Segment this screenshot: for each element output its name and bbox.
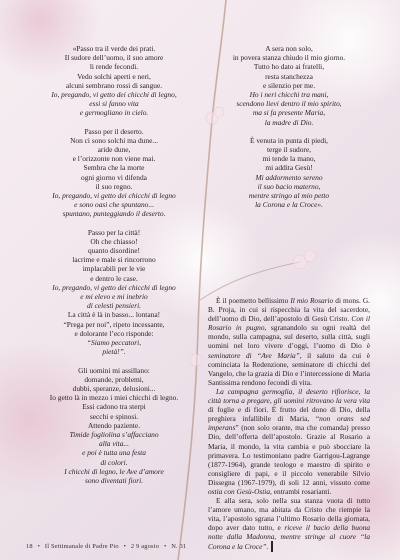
article-paragraph <box>208 496 370 551</box>
poem-line: e silenzio per me. <box>262 80 316 90</box>
poem-line: e poi è tutta una festa <box>82 448 146 458</box>
poem-line: Io, pregando, vi getto dei chicchi di legno <box>52 191 176 201</box>
emphasis-text: La campagna germoglia, il deserto rifiorisce, la città torna a pregare, gli uomini ritrovano la vera vita <box>208 386 370 406</box>
poem-stanza <box>212 136 366 210</box>
poem-line: Sembra che la morte <box>83 163 145 173</box>
poem-line: mi tende la mano, <box>262 154 316 164</box>
poem-line: “Siamo peccatori, <box>86 338 142 348</box>
body-text: È il poemetto bellissimo <box>216 296 291 305</box>
poem-line: Essi cadono tra sterpi <box>82 402 146 412</box>
article-paragraph <box>208 387 370 496</box>
poem-line: Mi addormento sereno <box>255 172 323 182</box>
poem-line: alcuni sembrano rossi di sangue. <box>65 80 163 90</box>
page-footer <box>26 543 186 550</box>
footer-separator: • <box>37 543 41 550</box>
footer-separator: • <box>123 543 127 550</box>
poem-line: Io, pregando, vi getto dei chicchi di legno <box>52 282 176 292</box>
issue-number: N. 31 <box>171 543 187 550</box>
poem-line: e dolorante l’eco risponde: <box>74 328 154 338</box>
issue-date: 2 9 agosto <box>130 543 160 550</box>
poem-line: essi si fanno vita <box>89 99 139 109</box>
poem-line: Oh che chiasso! <box>90 236 138 246</box>
poem-line: di colori. <box>100 457 128 467</box>
emphasis-text: non orans sed imperans <box>208 414 370 433</box>
poem-line: e mi elevo e mi inebrio <box>80 292 148 302</box>
poem-stanza <box>38 127 190 219</box>
poem-line: lacrime e male si rincorrono <box>72 255 156 265</box>
poem-line: Vedo solchi aperti e neri, <box>77 71 151 81</box>
poem-line: e dentro le case. <box>90 273 138 283</box>
poem-line: spuntano, punteggiando il deserto. <box>62 209 166 219</box>
poem-line: e l’orizzonte non viene mai. <box>72 154 156 164</box>
poem-line: aride dune, <box>97 145 131 155</box>
poem-line: resta stanchezza <box>265 71 313 81</box>
body-text: . <box>266 541 269 551</box>
poem-line: implacabili per le vie <box>82 264 146 274</box>
poem-line: I chicchi di legno, le Ave d’amore <box>64 466 164 476</box>
poem-line: domande, problemi, <box>84 374 144 384</box>
poem-line: dubbi, speranze, delusioni... <box>72 383 156 393</box>
poem-stanza <box>38 44 190 118</box>
emphasis-text: riceve il bacio della buona notte dalla Madonna, mentre stringe al cuore “la Corona e la Croce” <box>208 523 370 551</box>
poem-line: Il sudore dell’uomo, il suo amore <box>64 53 164 63</box>
poem-line: li rende fecondi. <box>89 62 139 72</box>
poem-line: di celesti pensieri. <box>87 301 141 311</box>
body-text: di mons. G. B. Proja, in cui si rispecchia la vita del sacerdote, dell’uomo di Dio, dell’apostolo di Gesù Cristo. <box>208 296 370 324</box>
poem-line: la madre di Dio. <box>264 117 314 127</box>
poem-line: «Passo tra il verde dei prati. <box>72 44 156 53</box>
body-text: di foglie e di fiori. È frutto del dono di Dio, della preghiera infallibile di Maria, “ <box>208 405 370 424</box>
poem-line: e germogliano in cielo. <box>79 108 149 118</box>
poem-line: scendono lievi dentro il mio spirito, <box>236 99 342 109</box>
emphasis-text: seminatore di “Ave Maria” <box>208 350 300 360</box>
body-text: , il saluto da cui è cominciata la Redenzione, seminatore di chicchi del Vangelo, che la grazia di Dio e l’intercessione di Maria Santissima rendono fecondi di vita. <box>208 350 370 387</box>
body-text: , entrambi rosarianti. <box>270 486 332 496</box>
poem-line: quanto disordine! <box>88 246 140 256</box>
page-number: 18 <box>26 543 33 550</box>
poem-line: in povera stanza chiudo il mio giorno. <box>232 53 346 63</box>
body-text: ” (non solo orante, ma che comanda) presso Dio, dell’offerta dell’apostolo. Grazie al Rosario a Maria, il mondo, la vita cambia e può sbocciare la primavera. Lo testimoniano padre Garrigou-Lagrange (1877-1964), grande teologo e maestro di spirito e consigliere di papi, e il piccolo venerabile Silvio Dissegna (1967-1979), di soli 12 anni, vissuto come <box>208 423 370 487</box>
poem-stanza <box>38 228 190 357</box>
body-text: E alla sera, solo nella sua stanza vuota di tutto l’amore umano, ma abitata da Cristo che riempie la vita, l’apostolo sgrana l’ultimo Rosario della giornata, dopo aver dato tutto, e <box>208 496 370 533</box>
commentary-article <box>208 296 370 551</box>
poem-line: terge il sudore, <box>267 145 311 155</box>
poem-line: mi addita Gesù! <box>265 163 313 173</box>
poem-line: La città è là in basso... lontana! <box>67 310 161 320</box>
poem-line: il suo regno. <box>95 181 133 191</box>
article-paragraph <box>208 296 370 387</box>
poem-line: A sera non solo, <box>265 44 313 53</box>
poem-line: Passo per il deserto. <box>84 126 144 136</box>
emphasis-text: Il mio Rosario <box>290 296 334 305</box>
poem-line: “Prega per noi”, ripeto incessante, <box>63 319 165 329</box>
poem-line: Tutto ho dato ai fratelli, <box>253 62 325 72</box>
emphasis-text: Con il Rosario in pugno <box>208 314 370 333</box>
poem-line: Non ci sono solchi ma dune... <box>70 135 158 145</box>
poem-line: Attendo paziente. <box>87 420 141 430</box>
emphasis-text: ostia con Gesù-Ostia <box>208 486 271 496</box>
body-text: , sgranandolo su ogni realtà del mondo, sulla campagna, sul deserto, sulla città, sugli uomini nel loro vivere d’oggi, l’uomo di Dio è <box>208 323 370 351</box>
poem-line: Io getto là in mezzo i miei chicchi di legno. <box>49 393 179 403</box>
footer-separator: • <box>163 543 167 550</box>
poem-line: Gli uomini mi assillano: <box>78 365 150 375</box>
poem-stanza <box>38 366 190 486</box>
poem-left-column <box>38 44 190 494</box>
poem-line: la Corona e la Croce». <box>255 200 323 210</box>
poem-line: ma si fa presente Maria, <box>252 108 326 118</box>
magazine-name: Il Settimanale di Padre Pio <box>44 543 119 550</box>
poem-line: Ho i neri chicchi tra mani, <box>249 90 329 100</box>
poem-line: pietà!”. <box>102 347 126 357</box>
poem-line: Timide fogliolina s’affacciano <box>69 429 159 439</box>
poem-line: il suo bacio materno, <box>257 181 321 191</box>
poem-line: Passo per la città! <box>87 227 141 237</box>
poem-right-column <box>212 44 366 218</box>
end-of-article-icon <box>271 541 273 552</box>
poem-line: È venuta in punta di piedi, <box>250 135 328 145</box>
poem-line: mentre stringo al mio petto <box>248 191 330 201</box>
poem-line: e sono oasi che spuntano... <box>74 200 154 210</box>
poem-line: sono diventati fiori. <box>84 475 144 485</box>
poem-line: secchi e spinosi. <box>89 411 139 421</box>
poem-line: alla vita... <box>99 439 129 449</box>
poem-stanza <box>212 44 366 127</box>
poem-line: ogni giorno vi difenda <box>81 172 147 182</box>
poem-line: Io, pregando, vi getto dei chicchi di legno, <box>51 90 177 100</box>
